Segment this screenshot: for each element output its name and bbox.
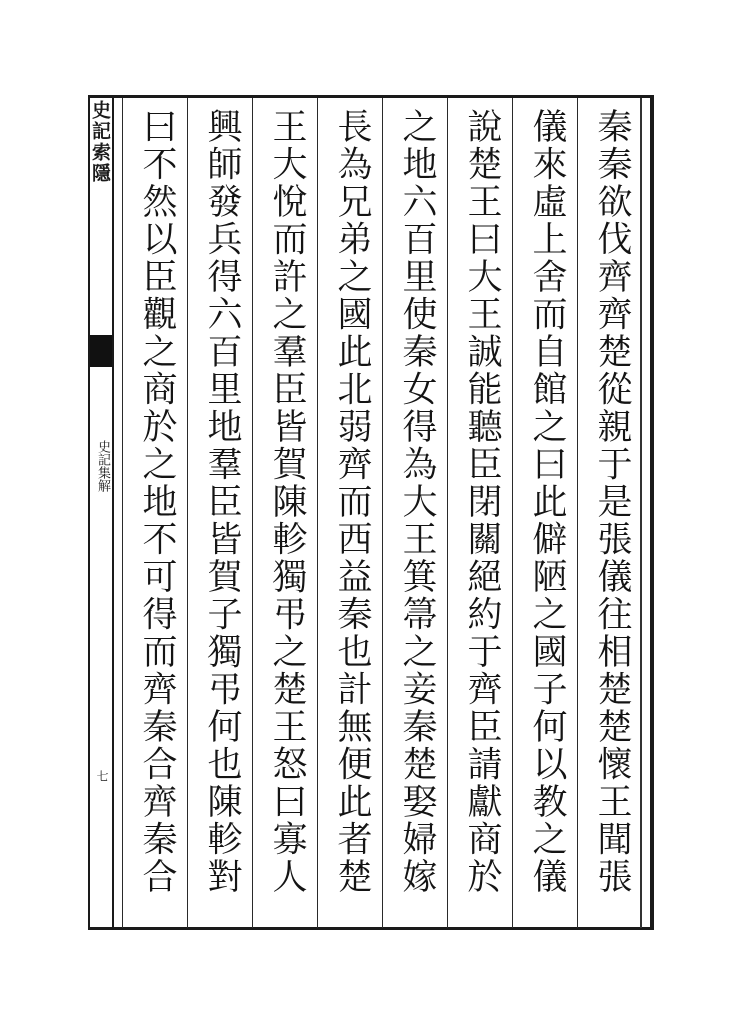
text-column-5: 長為兄弟之國此北弱齊而西益秦也計無便此者楚 <box>332 108 372 896</box>
margin-subtitle: 史記集解 <box>95 440 110 492</box>
text-column-4: 之地六百里使秦女得為大王箕箒之妾秦楚娶婦嫁 <box>397 108 437 896</box>
column-divider <box>382 98 383 928</box>
text-column-1: 秦秦欲伐齊齊楚從親于是張儀往相楚楚懷王聞張 <box>592 108 632 896</box>
column-divider <box>187 98 188 928</box>
text-column-7: 興師發兵得六百里地羣臣皆賀子獨弔何也陳軫對 <box>202 108 242 896</box>
text-column-8: 曰不然以臣觀之商於之地不可得而齊秦合齊秦合 <box>137 108 177 896</box>
margin-strip <box>88 98 114 928</box>
column-divider <box>122 98 123 928</box>
text-column-6: 王大悅而許之羣臣皆賀陳軫獨弔之楚王怒曰寡人 <box>267 108 307 896</box>
column-divider <box>317 98 318 928</box>
column-divider <box>512 98 513 928</box>
column-divider <box>577 98 578 928</box>
column-divider <box>252 98 253 928</box>
margin-folio: 七 <box>95 770 109 782</box>
column-divider <box>447 98 448 928</box>
frame-inner-right-rule <box>640 98 642 928</box>
text-column-2: 儀來虛上舍而自館之曰此僻陋之國子何以教之儀 <box>527 108 567 896</box>
text-column-3: 說楚王曰大王誠能聽臣閉關絕約于齊臣請獻商於 <box>462 108 502 896</box>
fishtail-mark <box>90 335 112 367</box>
margin-title: 史記索隱 <box>89 100 111 184</box>
